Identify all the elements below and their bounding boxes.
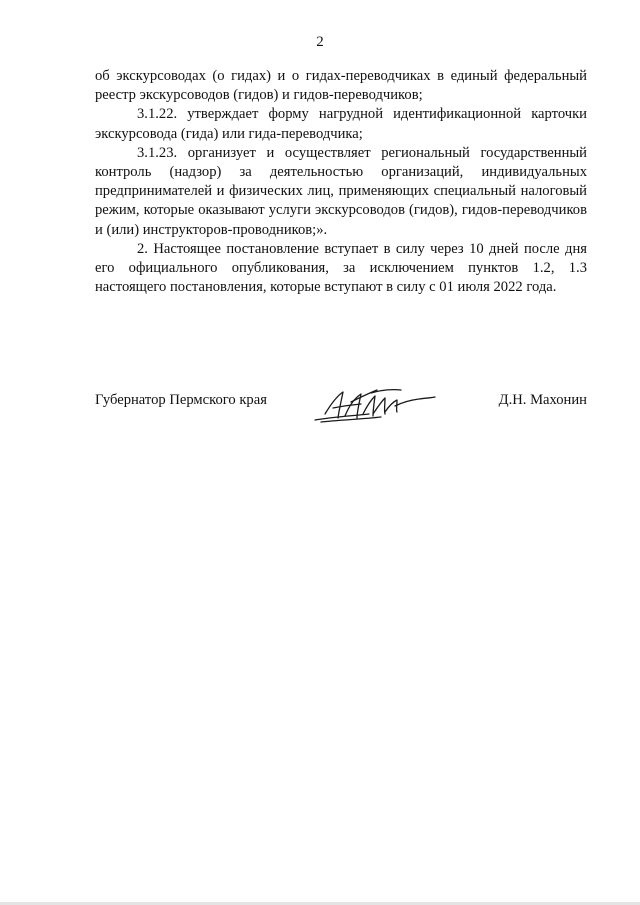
paragraph-continuation: об экскурсоводах (о гидах) и о гидах-переводчиках в единый федеральный реестр экскурсоводов (гидов) и гидов-переводчиков; [95, 68, 587, 104]
paragraph-3-1-22: 3.1.22. утверждает форму нагрудной идентификационной карточки экскурсовода (гида) или гида-переводчика; [95, 106, 587, 142]
page-number: 2 [316, 34, 324, 50]
signature-block [95, 384, 587, 434]
signatory-title: Губернатор Пермского края [95, 392, 267, 408]
document-body [95, 67, 587, 297]
paragraph-2-effective-date: 2. Настоящее постановление вступает в силу через 10 дней после дня его официального опубликования, за исключением пунктов 1.2, 1.3 настоящего постановления, которые вступают в силу с 01 июля 2022 года. [95, 240, 587, 296]
paragraph-3-1-23: 3.1.23. организует и осуществляет региональный государственный контроль (надзор) за деятельностью организаций, индивидуальных предпринимателей и физических лиц, применяющих специальный налоговый режим, которые оказывают услуги экскурсоводов (гидов), гидов-переводчиков и (или) инструкторов-проводников;». [95, 144, 587, 238]
handwritten-signature-icon [311, 384, 439, 428]
signatory-name: Д.Н. Махонин [498, 392, 587, 408]
